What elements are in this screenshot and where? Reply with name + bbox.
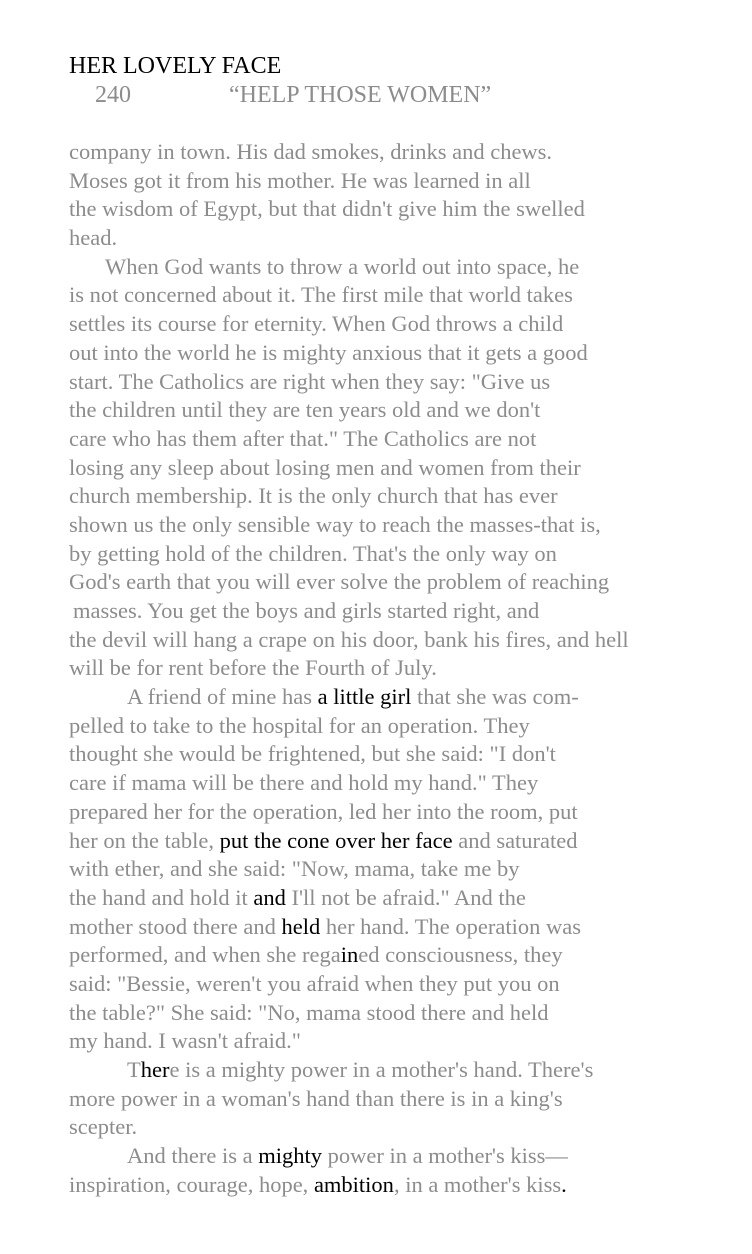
text-segment: , in a mother's kiss xyxy=(393,1171,562,1197)
text-segment: will be for rent before the Fourth of July. xyxy=(69,655,437,681)
text-line xyxy=(69,281,749,310)
text-segment: mother stood there and xyxy=(69,913,282,939)
text-line xyxy=(69,970,749,999)
text-segment: When God wants to throw a world out into space, he xyxy=(105,253,580,279)
text-line xyxy=(69,626,749,655)
text-segment: pelled to take to the hospital for an operation. They xyxy=(69,712,530,738)
text-line xyxy=(69,167,749,196)
running-head xyxy=(69,80,569,110)
text-segment: start. The Catholics are right when they say: "Give us xyxy=(69,368,551,394)
text-segment: with ether, and she said: "Now, mama, take me by xyxy=(69,856,520,882)
highlighted-text: her xyxy=(140,1057,170,1082)
highlighted-text: put the cone over her face xyxy=(219,827,453,853)
text-line xyxy=(69,798,749,827)
text-line xyxy=(69,425,749,454)
text-segment: I'll not be afraid." And the xyxy=(285,884,526,910)
text-line xyxy=(69,224,749,253)
page-number: 240 xyxy=(95,82,131,108)
text-line xyxy=(69,1113,749,1142)
text-segment: head. xyxy=(69,225,118,251)
body-text xyxy=(69,138,749,1199)
overlay-title: HER LOVELY FACE xyxy=(69,53,282,79)
text-line xyxy=(69,1027,749,1056)
text-line xyxy=(69,511,749,540)
highlighted-text: and xyxy=(253,884,286,910)
text-segment: care if mama will be there and hold my hand." They xyxy=(69,770,539,796)
text-line xyxy=(69,1142,749,1171)
text-line xyxy=(69,827,749,856)
text-segment: the devil will hang a crape on his door, bank his fires, and hell xyxy=(69,626,629,652)
text-segment: e is a mighty power in a mother's hand. There's xyxy=(169,1057,594,1082)
text-line xyxy=(69,884,749,913)
text-line xyxy=(69,138,749,167)
text-segment: my hand. I wasn't afraid." xyxy=(69,1028,301,1054)
text-segment: T xyxy=(127,1057,141,1082)
text-segment: that she was com- xyxy=(411,684,579,710)
text-line xyxy=(69,368,749,397)
text-line xyxy=(69,540,749,569)
text-line xyxy=(69,913,749,942)
text-segment: thought she would be frightened, but she said: "I don't xyxy=(69,741,556,767)
text-segment: out into the world he is mighty anxious that it gets a good xyxy=(69,339,588,365)
text-line xyxy=(69,310,749,339)
text-line xyxy=(69,1171,749,1200)
highlighted-text: held xyxy=(281,913,321,939)
text-segment: ed consciousness, they xyxy=(358,942,563,968)
text-line xyxy=(69,482,749,511)
text-segment: scepter. xyxy=(69,1114,138,1140)
text-segment: is not concerned about it. The first mile that world takes xyxy=(69,282,573,308)
text-line xyxy=(69,654,749,683)
highlighted-text: mighty xyxy=(258,1143,322,1169)
text-segment: the wisdom of Egypt, but that didn't give him the swelled xyxy=(69,196,585,222)
text-line xyxy=(69,597,749,626)
text-line xyxy=(69,769,749,798)
text-segment: settles its course for eternity. When God throws a child xyxy=(69,311,564,337)
text-segment: her hand. The operation was xyxy=(320,913,581,939)
text-line xyxy=(69,195,749,224)
text-segment: church membership. It is the only church that has ever xyxy=(69,483,558,509)
highlighted-text: . xyxy=(561,1171,567,1197)
text-line xyxy=(69,1085,749,1114)
text-segment: masses. You get the boys and girls started right, and xyxy=(73,598,540,623)
text-line xyxy=(69,855,749,884)
text-segment: the table?" She said: "No, mama stood there and held xyxy=(69,999,549,1025)
text-segment: Moses got it from his mother. He was learned in all xyxy=(69,167,531,193)
text-segment: care who has them after that." The Catholics are not xyxy=(69,425,537,451)
text-segment: prepared her for the operation, led her into the room, put xyxy=(69,798,578,824)
text-segment: the hand and hold it xyxy=(69,884,254,910)
text-line xyxy=(69,568,749,597)
text-segment: losing any sleep about losing men and women from their xyxy=(69,454,581,480)
text-segment: said: "Bessie, weren't you afraid when they put you on xyxy=(69,970,560,996)
text-segment: inspiration, courage, hope, xyxy=(69,1171,314,1197)
text-segment: company in town. His dad smokes, drinks and chews. xyxy=(69,139,553,164)
text-line xyxy=(69,396,749,425)
highlighted-text: in xyxy=(340,942,359,968)
text-segment: more power in a woman's hand than there is in a king's xyxy=(69,1085,563,1111)
text-line xyxy=(69,339,749,368)
text-segment: God's earth that you will ever solve the problem of reaching xyxy=(69,569,610,595)
text-line xyxy=(69,941,749,970)
text-segment: shown us the only sensible way to reach the masses-that is, xyxy=(69,511,601,537)
text-line xyxy=(69,999,749,1028)
text-segment: her on the table, xyxy=(69,827,220,853)
text-line xyxy=(69,454,749,483)
text-segment: power in a mother's kiss— xyxy=(321,1143,568,1169)
text-segment: the children until they are ten years old and we don't xyxy=(69,397,541,423)
highlighted-text: a little girl xyxy=(317,684,412,710)
text-line xyxy=(69,253,749,282)
text-segment: A friend of mine has xyxy=(127,684,318,710)
text-segment: by getting hold of the children. That's the only way on xyxy=(69,540,557,566)
text-segment: and saturated xyxy=(452,827,578,853)
text-line xyxy=(69,1056,749,1085)
text-line xyxy=(69,740,749,769)
text-segment: And there is a xyxy=(127,1143,259,1169)
text-line xyxy=(69,712,749,741)
text-segment: performed, and when she rega xyxy=(69,942,341,968)
running-title: “HELP THOSE WOMEN” xyxy=(229,82,492,108)
highlighted-text: ambition xyxy=(313,1171,394,1197)
text-line xyxy=(69,683,749,712)
